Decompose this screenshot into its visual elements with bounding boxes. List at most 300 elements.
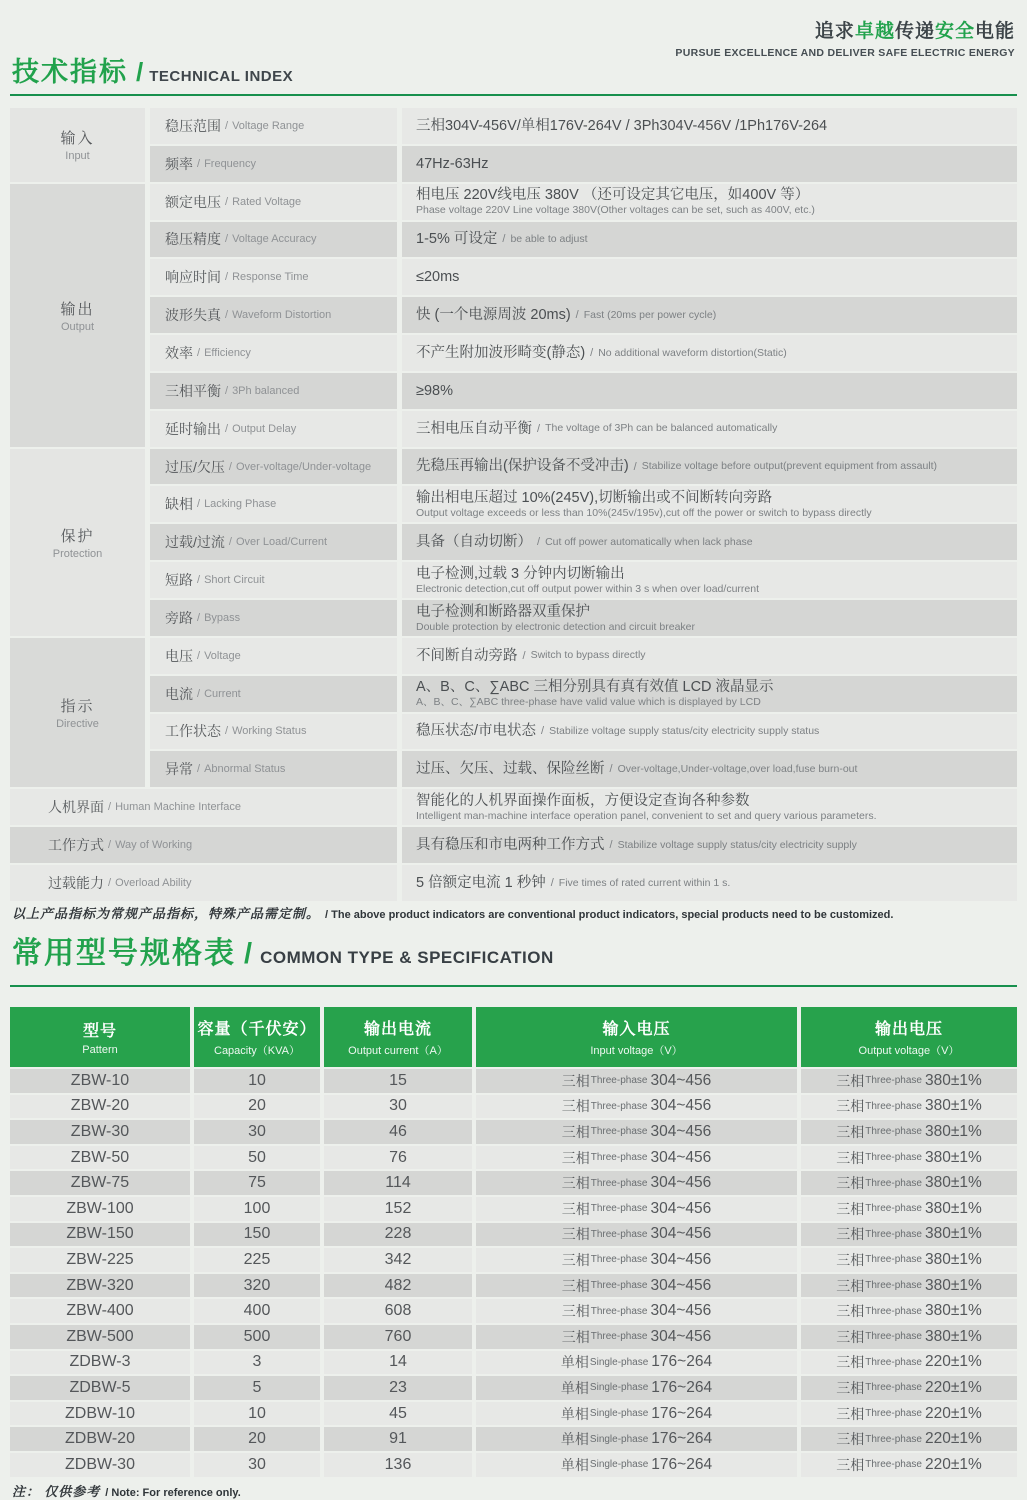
tech-value-cn: 相电压 220V线电压 380V （还可设定其它电压，如400V 等）	[416, 187, 810, 204]
phase-value: 304~456	[650, 1174, 712, 1192]
spec-input-cell	[476, 1299, 797, 1323]
spec-output-cell	[801, 1120, 1017, 1144]
tech-row-value	[402, 297, 1017, 333]
spec-header-cell	[801, 1007, 1017, 1067]
phase-value: 304~456	[650, 1122, 712, 1140]
phase-value: 176~264	[651, 1430, 713, 1448]
tech-label-cn: 过载能力	[48, 874, 104, 891]
phase-en: Three-phase	[590, 1177, 648, 1189]
slogan-en: PURSUE EXCELLENCE AND DELIVER SAFE ELECTRIC ENERGY	[675, 47, 1015, 59]
tech-row-label	[150, 638, 397, 674]
spec-capacity-cell: 30	[194, 1453, 320, 1477]
spec-capacity-cell: 500	[194, 1325, 320, 1349]
label-slash: /	[225, 384, 229, 397]
label-slash: /	[228, 460, 232, 473]
tech-row-value	[402, 524, 1017, 560]
tech-row-value	[402, 373, 1017, 409]
spec-current-cell: 91	[324, 1427, 472, 1451]
tech-row-label	[150, 524, 397, 560]
spec-capacity-cell: 20	[194, 1095, 320, 1119]
tech-value-cn: 输出相电压超过 10%(245V),切断输出或不间断转向旁路	[416, 490, 773, 506]
phase-en: Three-phase	[590, 1152, 648, 1164]
phase-value: 380±1%	[924, 1276, 982, 1294]
phase-value: 380±1%	[924, 1250, 982, 1268]
phase-value: 304~456	[650, 1225, 712, 1243]
spec-model-cell: ZBW-30	[10, 1120, 190, 1144]
tech-label-cn: 电流	[165, 685, 193, 702]
phase-cn: 三相	[561, 1175, 590, 1192]
spec-model-cell: ZDBW-20	[10, 1427, 190, 1451]
tech-value-cn: 具备（自动切断）	[416, 534, 532, 551]
spec-current-cell: 342	[324, 1248, 472, 1272]
phase-cn: 三相	[836, 1277, 865, 1294]
tech-row-value	[402, 714, 1017, 750]
spec-output-cell	[801, 1325, 1017, 1349]
tech-value-en: Switch to bypass directly	[530, 649, 646, 662]
tech-row-label-wide	[10, 865, 397, 901]
tech-value-cn: 三相电压自动平衡	[416, 420, 532, 437]
phase-value: 380±1%	[924, 1174, 982, 1192]
spec-current-cell: 482	[324, 1274, 472, 1298]
spec-output-cell	[801, 1351, 1017, 1375]
label-slash: /	[197, 649, 201, 662]
tech-value-en: Fast (20ms per power cycle)	[583, 308, 717, 321]
spec-header-en: Output voltage（V）	[858, 1045, 960, 1057]
spec-header-en: Output current（A）	[348, 1045, 448, 1057]
tech-section-cn: 指示	[60, 698, 95, 715]
spec-model-cell: ZBW-50	[10, 1146, 190, 1170]
phase-cn: 三相	[561, 1098, 590, 1115]
spec-capacity-cell: 320	[194, 1274, 320, 1298]
phase-cn: 单相	[560, 1431, 589, 1448]
tech-row-value	[402, 222, 1017, 258]
spec-output-cell	[801, 1095, 1017, 1119]
tech-label-cn: 过压/欠压	[165, 458, 225, 475]
tech-section-cn: 输入	[60, 130, 95, 148]
phase-value: 304~456	[650, 1199, 712, 1217]
label-slash: /	[197, 763, 201, 776]
tech-label-en: Lacking Phase	[204, 498, 277, 511]
phase-value: 380±1%	[924, 1148, 982, 1166]
spec-model-cell: ZDBW-3	[10, 1351, 190, 1375]
tech-label-cn: 稳压范围	[165, 117, 221, 134]
tech-section-label	[10, 184, 145, 447]
slogan-part: 电能	[974, 21, 1015, 42]
phase-cn: 三相	[836, 1072, 865, 1089]
tech-value-en: A、B、C、∑ABC three-phase have valid value which is displayed by LCD	[416, 696, 761, 709]
tech-label-cn: 三相平衡	[165, 382, 221, 399]
phase-en: Three-phase	[865, 1228, 922, 1240]
title-en: COMMON TYPE & SPECIFICATION	[260, 948, 554, 967]
tech-label-en: Over-voltage/Under-voltage	[235, 460, 372, 473]
spec-current-cell: 136	[324, 1453, 472, 1477]
phase-value: 220±1%	[924, 1378, 982, 1396]
tech-row-label	[150, 222, 397, 258]
spec-capacity-cell: 100	[194, 1197, 320, 1221]
tech-label-cn: 延时输出	[165, 420, 221, 437]
spec-output-cell	[801, 1299, 1017, 1323]
phase-en: Three-phase	[865, 1356, 922, 1368]
phase-en: Three-phase	[865, 1177, 922, 1189]
tech-value-cn: 稳压状态/市电状态	[416, 723, 537, 740]
technical-index-table	[10, 108, 1017, 901]
spec-capacity-cell: 75	[194, 1171, 320, 1195]
tech-value-en: Output voltage exceeds or less than 10%(245v/195v),cut off the power or switch to bypass directly	[416, 507, 872, 520]
label-slash: /	[225, 422, 229, 435]
tech-value-en: Cut off power automatically when lack phase	[545, 535, 753, 548]
spec-output-cell	[801, 1376, 1017, 1400]
value-slash: /	[609, 838, 613, 851]
tech-label-en: Voltage Accuracy	[232, 233, 317, 246]
value-slash: /	[537, 422, 541, 435]
spec-current-cell: 114	[324, 1171, 472, 1195]
label-slash: /	[225, 271, 229, 284]
spec-capacity-cell: 20	[194, 1427, 320, 1451]
spec-input-cell	[476, 1146, 797, 1170]
phase-cn: 三相	[836, 1149, 865, 1166]
tech-row-value	[402, 600, 1017, 636]
phase-en: Three-phase	[865, 1126, 922, 1138]
tech-label-cn: 人机界面	[48, 799, 104, 816]
label-slash: /	[228, 536, 232, 549]
tech-row-label	[150, 562, 397, 598]
phase-en: Single-phase	[589, 1433, 649, 1445]
tech-row-label	[150, 751, 397, 787]
table-note	[12, 903, 893, 923]
spec-input-cell	[476, 1274, 797, 1298]
tech-label-en: Working Status	[232, 725, 307, 738]
tech-label-en: Output Delay	[232, 422, 297, 435]
section2-title	[12, 928, 554, 972]
spec-current-cell: 152	[324, 1197, 472, 1221]
phase-en: Three-phase	[590, 1075, 648, 1087]
phase-cn: 单相	[560, 1405, 589, 1422]
phase-en: Single-phase	[589, 1382, 649, 1394]
tech-row-label	[150, 108, 397, 144]
tech-label-cn: 异常	[165, 761, 193, 778]
phase-en: Three-phase	[865, 1152, 922, 1164]
slogan-part: 追求	[814, 21, 855, 42]
green-divider	[10, 985, 1017, 987]
tech-value-en: Five times of rated current within 1 s.	[558, 876, 731, 889]
title-slash: /	[136, 57, 144, 87]
phase-cn: 三相	[836, 1226, 865, 1243]
spec-input-cell	[476, 1248, 797, 1272]
spec-current-cell: 15	[324, 1069, 472, 1093]
phase-value: 304~456	[650, 1302, 712, 1320]
label-slash: /	[197, 574, 201, 587]
tech-value-cn: ≥98%	[416, 382, 453, 399]
tech-section-label	[10, 638, 145, 787]
tech-section-en: Output	[60, 320, 95, 333]
green-divider	[10, 94, 1017, 96]
tech-section-cn: 保护	[60, 527, 95, 545]
tech-label-en: Over Load/Current	[235, 536, 328, 549]
phase-cn: 三相	[836, 1456, 865, 1473]
spec-model-cell: ZBW-225	[10, 1248, 190, 1272]
label-slash: /	[108, 876, 112, 889]
reference-note	[12, 1481, 241, 1500]
spec-current-cell: 14	[324, 1351, 472, 1375]
phase-value: 304~456	[650, 1276, 712, 1294]
phase-value: 304~456	[650, 1327, 712, 1345]
tech-value-cn: 1-5% 可设定	[416, 231, 498, 248]
phase-cn: 三相	[561, 1303, 590, 1320]
label-slash: /	[197, 498, 201, 511]
tech-value-cn: 智能化的人机界面操作面板，方便设定查询各种参数	[416, 792, 750, 809]
note-cn: 注： 仅供参考	[12, 1484, 101, 1499]
spec-output-cell	[801, 1197, 1017, 1221]
tech-label-cn: 短路	[165, 572, 193, 589]
spec-header-en: Input voltage（V）	[590, 1045, 683, 1057]
spec-input-cell	[476, 1453, 797, 1477]
spec-model-cell: ZDBW-5	[10, 1376, 190, 1400]
spec-output-cell	[801, 1223, 1017, 1247]
tech-value-en: Stabilize voltage supply status/city electricity supply	[617, 838, 857, 851]
phase-cn: 三相	[561, 1277, 590, 1294]
tech-label-en: Rated Voltage	[232, 195, 302, 208]
note-en: / Note: For reference only.	[105, 1487, 241, 1499]
spec-output-cell	[801, 1171, 1017, 1195]
tech-row-label	[150, 184, 397, 220]
tech-value-en: Intelligent man-machine interface operation panel, convenient to set and query various parameters.	[416, 809, 877, 822]
phase-en: Three-phase	[590, 1126, 648, 1138]
tech-row-value	[402, 449, 1017, 485]
phase-en: Single-phase	[589, 1459, 649, 1471]
tech-label-cn: 工作方式	[48, 836, 104, 853]
tech-label-en: Frequency	[204, 157, 257, 170]
spec-output-cell	[801, 1274, 1017, 1298]
spec-input-cell	[476, 1427, 797, 1451]
spec-current-cell: 45	[324, 1402, 472, 1426]
phase-cn: 三相	[561, 1251, 590, 1268]
phase-value: 380±1%	[924, 1225, 982, 1243]
spec-input-cell	[476, 1095, 797, 1119]
spec-header-cell	[10, 1007, 190, 1067]
spec-current-cell: 30	[324, 1095, 472, 1119]
tech-section-en: Protection	[52, 547, 103, 560]
tech-value-en: Phase voltage 220V Line voltage 380V(Other voltages can be set, such as 400V, etc.)	[416, 204, 815, 217]
phase-en: Three-phase	[590, 1228, 648, 1240]
tech-value-cn: 电子检测,过载 3 分钟内切断输出	[416, 565, 625, 582]
spec-input-cell	[476, 1223, 797, 1247]
tech-row-value	[402, 486, 1017, 522]
title-cn: 常用型号规格表	[12, 937, 236, 970]
value-slash: /	[609, 763, 613, 776]
phase-en: Three-phase	[865, 1331, 922, 1343]
phase-en: Three-phase	[590, 1254, 648, 1266]
tech-label-en: Overload Ability	[115, 876, 192, 889]
phase-value: 220±1%	[924, 1404, 982, 1422]
phase-cn: 三相	[561, 1328, 590, 1345]
spec-header-cn: 输出电流	[363, 1021, 432, 1038]
tech-label-en: Bypass	[204, 611, 241, 624]
spec-model-cell: ZBW-320	[10, 1274, 190, 1298]
tech-row-label	[150, 714, 397, 750]
spec-model-cell: ZBW-10	[10, 1069, 190, 1093]
tech-label-en: Way of Working	[115, 838, 193, 851]
phase-en: Three-phase	[865, 1382, 922, 1394]
common-type-spec-table	[10, 1007, 1017, 1477]
tech-label-cn: 旁路	[165, 609, 193, 626]
phase-en: Three-phase	[590, 1280, 648, 1292]
phase-value: 304~456	[650, 1148, 712, 1166]
spec-header-cn: 容量（千伏安）	[197, 1021, 317, 1038]
spec-output-cell	[801, 1069, 1017, 1093]
tech-row-value	[402, 184, 1017, 220]
phase-cn: 三相	[561, 1072, 590, 1089]
tech-label-cn: 波形失真	[165, 307, 221, 324]
spec-input-cell	[476, 1325, 797, 1349]
tech-row-label	[150, 676, 397, 712]
spec-model-cell: ZDBW-10	[10, 1402, 190, 1426]
phase-en: Three-phase	[865, 1075, 922, 1087]
spec-capacity-cell: 30	[194, 1120, 320, 1144]
page-title	[12, 50, 293, 89]
tech-row-label	[150, 373, 397, 409]
tech-value-en: The voltage of 3Ph can be balanced automatically	[545, 422, 778, 435]
tech-row-value	[402, 827, 1017, 863]
phase-cn: 三相	[561, 1200, 590, 1217]
phase-cn: 单相	[560, 1456, 589, 1473]
label-slash: /	[225, 309, 229, 322]
tech-label-en: Current	[204, 687, 241, 700]
spec-header-cn: 输入电压	[602, 1021, 671, 1038]
tech-row-label-wide	[10, 789, 397, 825]
phase-en: Three-phase	[865, 1459, 922, 1471]
tech-value-en: Electronic detection,cut off output power within 3 s when over load/current	[416, 582, 759, 595]
spec-capacity-cell: 10	[194, 1402, 320, 1426]
title-en: TECHNICAL INDEX	[149, 68, 294, 85]
tech-label-en: 3Ph balanced	[232, 384, 300, 397]
phase-cn: 单相	[560, 1379, 589, 1396]
spec-output-cell	[801, 1453, 1017, 1477]
tech-label-cn: 额定电压	[165, 193, 221, 210]
spec-model-cell: ZBW-150	[10, 1223, 190, 1247]
phase-cn: 三相	[836, 1098, 865, 1115]
spec-capacity-cell: 225	[194, 1248, 320, 1272]
phase-en: Three-phase	[865, 1305, 922, 1317]
tech-value-cn: 47Hz-63Hz	[416, 155, 489, 172]
spec-model-cell: ZBW-400	[10, 1299, 190, 1323]
tech-row-label	[150, 335, 397, 371]
tech-value-cn: 快 (一个电源周波 20ms)	[416, 307, 571, 324]
spec-model-cell: ZDBW-30	[10, 1453, 190, 1477]
phase-cn: 三相	[836, 1200, 865, 1217]
spec-header-cell	[324, 1007, 472, 1067]
spec-input-cell	[476, 1171, 797, 1195]
tech-label-en: Response Time	[232, 271, 309, 284]
slogan-highlight: 卓越	[854, 21, 895, 42]
spec-output-cell	[801, 1248, 1017, 1272]
spec-current-cell: 76	[324, 1146, 472, 1170]
tech-row-value	[402, 562, 1017, 598]
tech-label-en: Efficiency	[204, 346, 251, 359]
note-cn: 以上产品指标为常规产品指标，特殊产品需定制。	[12, 906, 321, 921]
tech-row-value	[402, 108, 1017, 144]
tech-label-en: Short Circuit	[204, 574, 265, 587]
phase-cn: 三相	[836, 1123, 865, 1140]
phase-cn: 三相	[836, 1251, 865, 1268]
spec-input-cell	[476, 1351, 797, 1375]
spec-capacity-cell: 400	[194, 1299, 320, 1323]
tech-value-en: Stabilize voltage before output(prevent equipment from assault)	[641, 460, 938, 473]
spec-model-cell: ZBW-100	[10, 1197, 190, 1221]
tech-row-label	[150, 411, 397, 447]
phase-value: 380±1%	[924, 1071, 982, 1089]
value-slash: /	[502, 233, 506, 246]
phase-value: 304~456	[650, 1071, 712, 1089]
phase-en: Three-phase	[865, 1408, 922, 1420]
tech-label-cn: 电压	[165, 647, 193, 664]
tech-value-cn: 不产生附加波形畸变(静态)	[416, 344, 586, 361]
phase-value: 380±1%	[924, 1122, 982, 1140]
tech-row-label	[150, 486, 397, 522]
spec-header-en: Capacity（KVA）	[214, 1045, 300, 1057]
tech-row-value	[402, 789, 1017, 825]
label-slash: /	[225, 233, 229, 246]
phase-cn: 三相	[561, 1123, 590, 1140]
tech-label-cn: 稳压精度	[165, 231, 221, 248]
title-cn: 技术指标	[12, 57, 128, 87]
label-slash: /	[197, 157, 201, 170]
phase-value: 380±1%	[924, 1302, 982, 1320]
spec-input-cell	[476, 1376, 797, 1400]
spec-input-cell	[476, 1069, 797, 1093]
tech-value-en: Over-voltage,Under-voltage,over load,fuse burn-out	[617, 762, 858, 775]
slogan-highlight: 安全	[934, 21, 975, 42]
phase-value: 176~264	[651, 1378, 713, 1396]
spec-input-cell	[476, 1197, 797, 1221]
spec-capacity-cell: 10	[194, 1069, 320, 1093]
spec-header-cell	[476, 1007, 797, 1067]
phase-en: Three-phase	[865, 1203, 922, 1215]
spec-current-cell: 760	[324, 1325, 472, 1349]
note-en: / The above product indicators are conventional product indicators, special products need to be customized.	[325, 909, 894, 921]
tech-value-cn: 先稳压再输出(保护设备不受冲击)	[416, 458, 629, 475]
value-slash: /	[590, 346, 594, 359]
phase-cn: 单相	[560, 1354, 589, 1371]
tech-label-en: Abnormal Status	[204, 763, 286, 776]
phase-en: Three-phase	[590, 1100, 648, 1112]
tech-value-cn: 三相304V-456V/单相176V-264V / 3Ph304V-456V /1Ph176V-264	[416, 117, 828, 134]
phase-value: 220±1%	[924, 1430, 982, 1448]
phase-cn: 三相	[836, 1175, 865, 1192]
phase-value: 380±1%	[924, 1199, 982, 1217]
tech-row-value	[402, 259, 1017, 295]
slogan-cn	[675, 16, 1015, 43]
tech-value-en: be able to adjust	[510, 233, 588, 246]
tech-label-en: Human Machine Interface	[115, 801, 242, 814]
spec-current-cell: 608	[324, 1299, 472, 1323]
phase-value: 176~264	[651, 1455, 713, 1473]
tech-row-label	[150, 449, 397, 485]
phase-value: 304~456	[650, 1097, 712, 1115]
tech-section-cn: 输出	[60, 300, 95, 318]
spec-header-cn: 型号	[82, 1023, 117, 1040]
phase-cn: 三相	[836, 1303, 865, 1320]
tech-label-cn: 工作状态	[165, 723, 221, 740]
label-slash: /	[197, 611, 201, 624]
tech-label-en: Waveform Distortion	[232, 309, 332, 322]
value-slash: /	[633, 460, 637, 473]
tech-label-en: Voltage Range	[232, 119, 305, 132]
tech-row-label	[150, 600, 397, 636]
label-slash: /	[225, 119, 229, 132]
value-slash: /	[522, 649, 526, 662]
phase-en: Three-phase	[865, 1433, 922, 1445]
phase-en: Three-phase	[590, 1331, 648, 1343]
